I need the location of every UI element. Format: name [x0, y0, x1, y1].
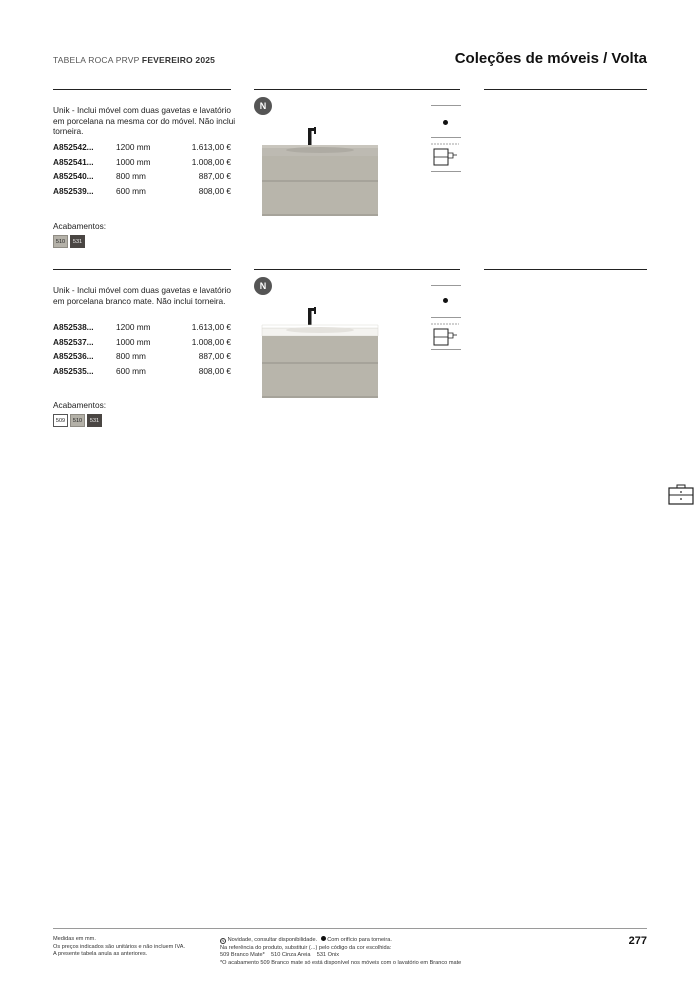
product-code: A852542...	[53, 142, 94, 153]
swatch-510: 510	[53, 235, 68, 248]
table-row	[53, 155, 231, 170]
header-date: FEVEREIRO 2025	[141, 55, 216, 65]
section-2-rule-right	[484, 269, 647, 270]
table-row	[53, 364, 231, 379]
table-row	[53, 169, 231, 184]
tap-hole-dot-icon	[443, 120, 448, 125]
product-code: A852538...	[53, 322, 94, 333]
swatch-531: 531	[87, 414, 102, 427]
table-row	[53, 335, 231, 350]
section-2-description: Unik - Inclui móvel com duas gavetas e lavatório em porcelana branco mate. Não inclui torneira.	[53, 285, 232, 306]
new-badge: N	[254, 277, 272, 295]
product-size: 800 mm	[116, 171, 146, 182]
legend-new-text: Novidade, consultar disponibilidade.	[227, 937, 318, 943]
product-size: 1200 mm	[116, 142, 151, 153]
footer-note: Os preços indicados são unitários e não incluem IVA.	[53, 943, 186, 950]
tap-hole-legend-icon	[321, 936, 326, 941]
new-badge: N	[254, 97, 272, 115]
product-price: 887,00 €	[198, 351, 231, 362]
dimension-drawing-icon	[431, 321, 461, 351]
swatch-510: 510	[70, 414, 85, 427]
section-2-rule-mid	[254, 269, 460, 270]
section-1-rule-mid	[254, 89, 460, 90]
product-price: 1.008,00 €	[191, 156, 231, 167]
furniture-section-icon	[668, 484, 694, 506]
tap-hole-dot-icon	[443, 298, 448, 303]
section-1-rule-right	[484, 89, 647, 90]
table-row	[53, 349, 231, 364]
section-2-price-table	[53, 320, 231, 378]
footer-legend	[220, 936, 461, 967]
section-1-symbols	[431, 105, 461, 175]
dimension-drawing-icon	[431, 141, 461, 171]
product-price: 808,00 €	[198, 366, 231, 377]
table-row	[53, 320, 231, 335]
section-2-rule-left	[53, 269, 231, 270]
finishes-label: Acabamentos:	[53, 221, 107, 231]
table-row	[53, 184, 231, 199]
page-number: 277	[628, 935, 647, 947]
legend-finish-note: *O acabamento 509 Branco mate só está disponível nos móveis com o lavatório em Branco mate	[220, 959, 462, 966]
finish-swatches	[53, 414, 102, 427]
swatch-509: 509	[53, 414, 68, 427]
product-code: A852541...	[53, 156, 94, 167]
product-code: A852536...	[53, 351, 94, 362]
product-size: 600 mm	[116, 366, 146, 377]
running-header	[53, 55, 215, 65]
page-title: Coleções de móveis / Volta	[454, 50, 647, 67]
product-price: 1.613,00 €	[191, 142, 231, 153]
product-size: 1200 mm	[116, 322, 151, 333]
legend-tap-hole-text: Com orifício para torneira.	[327, 937, 392, 943]
legend-color-codes: 509 Branco Mate* 510 Cinza Areia 531 Onix	[220, 952, 340, 959]
product-price: 887,00 €	[198, 171, 231, 182]
product-price: 1.008,00 €	[191, 336, 231, 347]
product-size: 1000 mm	[116, 336, 151, 347]
new-legend-icon: N	[221, 938, 225, 943]
product-code: A852535...	[53, 366, 94, 377]
table-row	[53, 140, 231, 155]
vanity-unit-image	[260, 302, 380, 402]
product-size: 800 mm	[116, 351, 146, 362]
vanity-unit-image	[260, 120, 380, 220]
product-size: 1000 mm	[116, 156, 151, 167]
footer-note: Medidas em mm.	[53, 936, 96, 942]
legend-reference-note: Na referência do produto, substituir (...) pelo código da cor escolhida:	[220, 944, 392, 951]
footer-rule	[53, 928, 647, 929]
section-1-price-table	[53, 140, 231, 198]
section-2-symbols	[431, 285, 461, 355]
header-prefix: TABELA ROCA PRVP	[53, 55, 140, 65]
product-code: A852540...	[53, 171, 94, 182]
swatch-531: 531	[70, 235, 85, 248]
product-code: A852537...	[53, 336, 94, 347]
section-1-description: Unik - Inclui móvel com duas gavetas e lavatório em porcelana na mesma cor do móvel. Não inclui torneira.	[53, 105, 236, 137]
product-price: 1.613,00 €	[191, 322, 231, 333]
section-1-rule-left	[53, 89, 231, 90]
product-code: A852539...	[53, 186, 94, 197]
finishes-label: Acabamentos:	[53, 400, 107, 410]
finish-swatches	[53, 235, 85, 248]
footer-notes	[53, 936, 185, 959]
footer-note: A presente tabela anula as anteriores.	[53, 951, 148, 958]
product-price: 808,00 €	[198, 186, 231, 197]
product-size: 600 mm	[116, 186, 146, 197]
